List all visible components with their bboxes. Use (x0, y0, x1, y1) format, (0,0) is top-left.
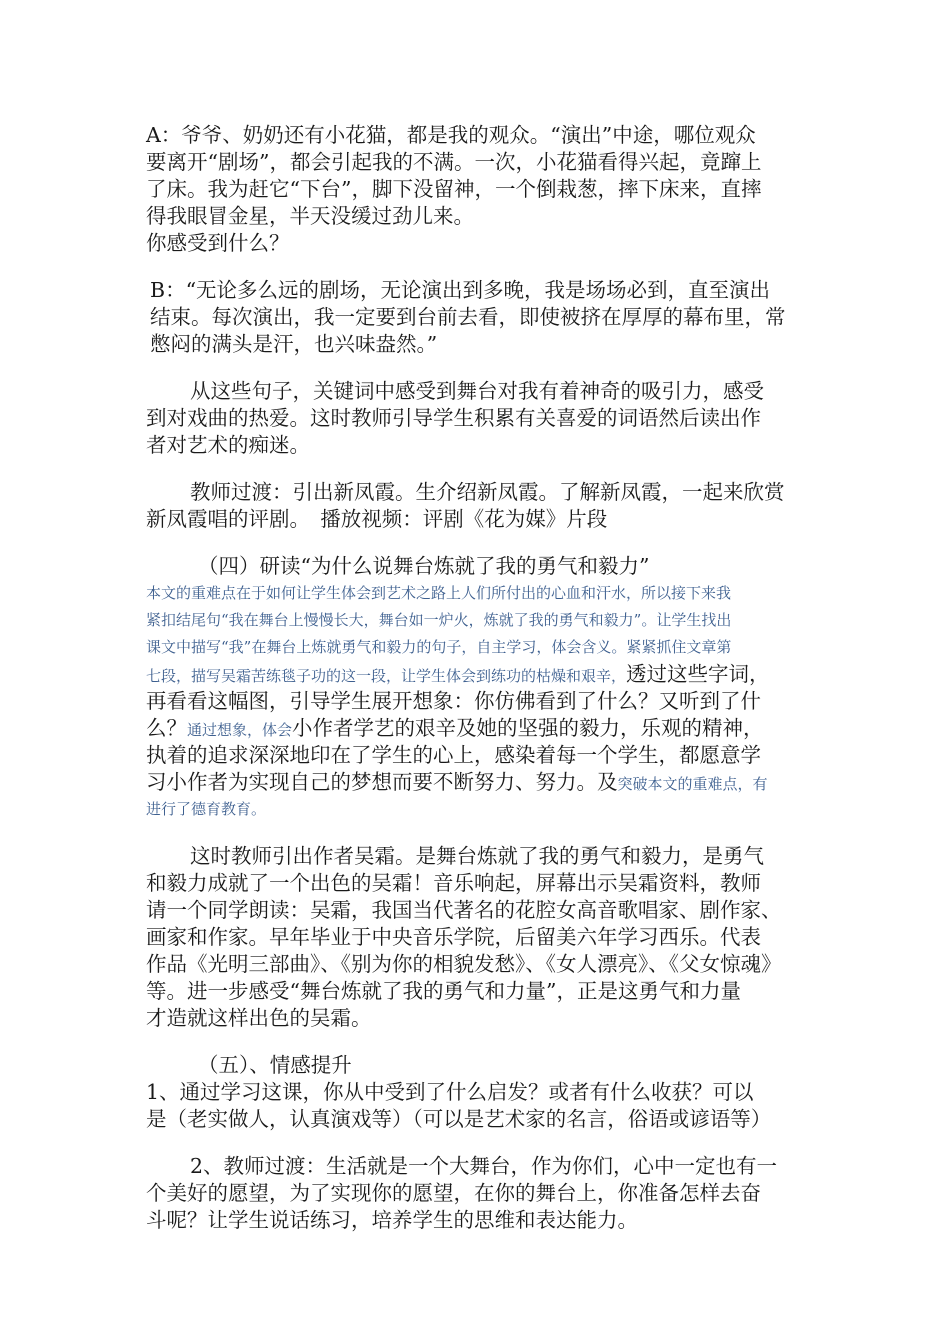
section-heading: （五）、情感提升 (198, 1053, 352, 1077)
text-line: 从这些句子，关键词中感受到舞台对我有着神奇的吸引力，感受 (190, 379, 764, 403)
text-line: 个美好的愿望，为了实现你的愿望，在你的舞台上，你准备怎样去奋 (146, 1181, 761, 1205)
text-line: 1、通过学习这课，你从中受到了什么启发？或者有什么收获？可以 (146, 1080, 754, 1104)
spacer (146, 1032, 810, 1052)
text-line: 结束。每次演出，我一定要到台前去看，即使被挤在厚厚的幕布里，常 (150, 305, 786, 329)
spacer (146, 358, 810, 378)
text-line: A：爷爷、奶奶还有小花猫，都是我的观众。“演出”中途，哪位观众 (146, 123, 756, 147)
text-line: 再看看这幅图，引导学生展开想象：你仿佛看到了什么？又听到了什 (146, 689, 761, 713)
paragraph-a (146, 122, 810, 257)
section-four (146, 553, 810, 823)
text-line: B：“无论多么远的剧场，无论演出到多晚，我是场场必到，直至演出 (150, 278, 771, 302)
text-line: 了床。我为赶它“下台”，脚下没留神，一个倒栽葱，摔下床来，直摔 (146, 177, 762, 201)
text-line: 斗呢？让学生说话练习，培养学生的思维和表达能力。 (146, 1208, 638, 1232)
body-text: 么？ (146, 716, 187, 740)
paragraph-e (146, 843, 810, 1032)
mixed-line (146, 715, 810, 742)
mixed-line (146, 769, 810, 796)
body-text: 习小作者为实现自己的梦想而要不断努力、努力。及 (146, 770, 618, 794)
text-line: 是（老实做人，认真演戏等）（可以是艺术家的名言，俗语或谚语等） (146, 1107, 772, 1131)
annotation-line: 进行了德育教育。 (146, 800, 267, 818)
mixed-line (146, 661, 810, 688)
spacer (146, 1133, 810, 1153)
text-line: 才造就这样出色的吴霜。 (146, 1006, 372, 1030)
text-line: 等。进一步感受“舞台炼就了我的勇气和力量”，正是这勇气和力量 (146, 979, 741, 1003)
text-line: 画家和作家。早年毕业于中央音乐学院，后留美六年学习西乐。代表 (146, 925, 761, 949)
body-text: 透过这些字词， (626, 662, 770, 686)
annotation-text: 突破本文的重难点，有 (617, 775, 768, 793)
text-line: 作品《光明三部曲》、《别为你的相貌发愁》、《女人漂亮》、《父女惊魂》 (146, 952, 782, 976)
text-line: 请一个同学朗读：吴霜，我国当代著名的花腔女高音歌唱家、剧作家、 (146, 898, 782, 922)
text-line: 新凤霞唱的评剧。 播放视频：评剧《花为媒》片段 (146, 507, 608, 531)
annotation-line: 本文的重难点在于如何让学生体会到艺术之路上人们所付出的心血和汗水，所以接下来我 (146, 584, 732, 602)
text-line: 和毅力成就了一个出色的吴霜！音乐响起，屏幕出示吴霜资料，教师 (146, 871, 761, 895)
text-line: 到对戏曲的热爱。这时教师引导学生积累有关喜爱的词语然后读出作 (146, 406, 761, 430)
text-line: 执着的追求深深地印在了学生的心上，感染着每一个学生，都愿意学 (146, 743, 761, 767)
text-line: 2、教师过渡：生活就是一个大舞台，作为你们，心中一定也有一 (190, 1154, 778, 1178)
section-heading: （四）研读“为什么说舞台炼就了我的勇气和毅力” (198, 554, 650, 578)
text-line: 憋闷的满头是汗，也兴味盎然。” (150, 332, 438, 356)
annotation-text: 通过想象，体会 (187, 721, 293, 739)
paragraph-d (146, 479, 810, 533)
paragraph-b (146, 277, 810, 358)
annotation-line: 紧扣结尾句“我在舞台上慢慢长大，舞台如一炉火，炼就了我的勇气和毅力”。让学生找出 (146, 611, 732, 629)
paragraph-c (146, 378, 810, 459)
spacer (146, 533, 810, 553)
text-line: 者对艺术的痴迷。 (146, 433, 310, 457)
spacer (146, 257, 810, 277)
text-line: 教师过渡：引出新凤霞。生介绍新凤霞。了解新凤霞，一起来欣赏 (190, 480, 785, 504)
annotation-line: 课文中描写“我”在舞台上炼就勇气和毅力的句子，自主学习，体会含义。紧紧抓住文章第 (146, 638, 732, 656)
text-line: 要离开“剧场”，都会引起我的不满。一次，小花猫看得兴起，竟蹿上 (146, 150, 762, 174)
text-line: 这时教师引出作者吴霜。是舞台炼就了我的勇气和毅力，是勇气 (190, 844, 764, 868)
text-line: 得我眼冒金星，半天没缓过劲儿来。 (146, 204, 474, 228)
annotation-text: 七段，描写吴霜苦练毯子功的这一段，让学生体会到练功的枯燥和艰辛， (146, 667, 627, 685)
text-line: 你感受到什么？ (146, 231, 290, 255)
spacer (146, 459, 810, 479)
spacer (146, 823, 810, 843)
body-text: 小作者学艺的艰辛及她的坚强的毅力，乐观的精神， (292, 716, 764, 740)
paragraph-g (146, 1153, 810, 1234)
document-body (146, 122, 810, 1234)
section-five (146, 1052, 810, 1133)
